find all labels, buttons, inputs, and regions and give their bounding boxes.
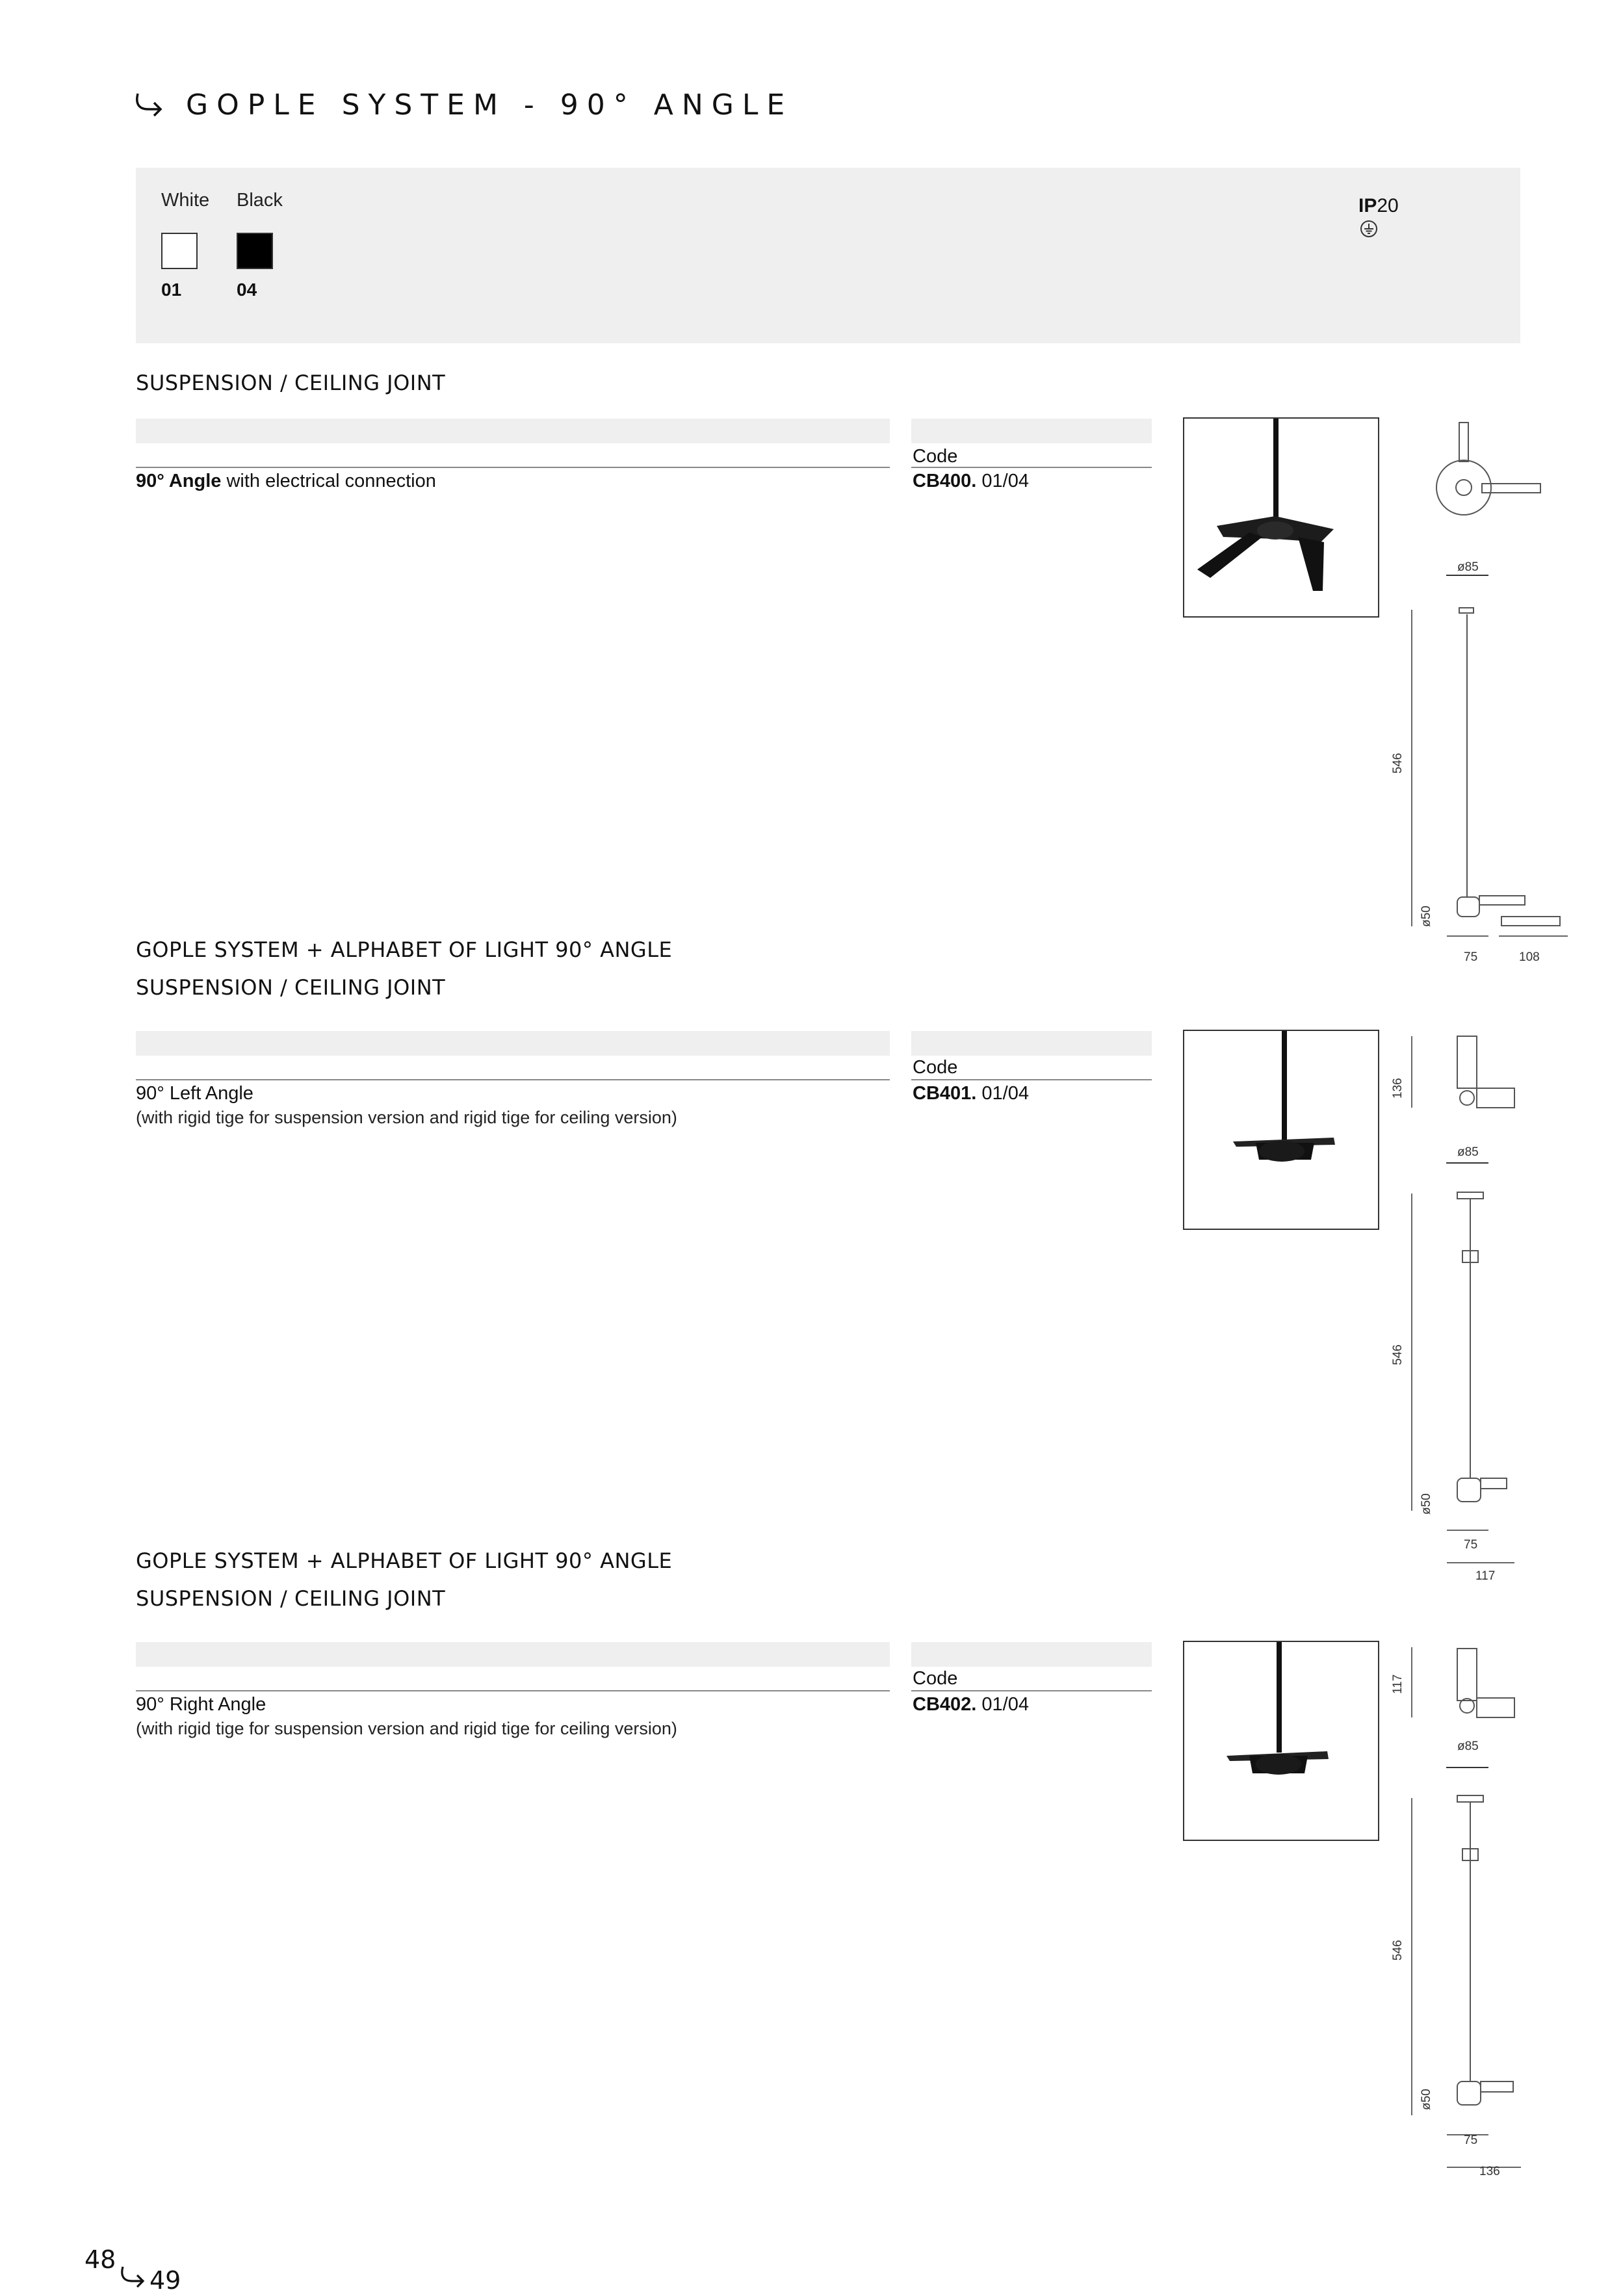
right-angle-photo-illustration	[1184, 1642, 1378, 1840]
swatch-label-white: White	[161, 190, 210, 211]
product-note: (with rigid tige for suspension version and rigid tige for ceiling version)	[136, 1108, 677, 1127]
spec-bar	[136, 419, 890, 443]
page-number-right: 49	[149, 2266, 181, 2295]
dimension-label: ø85	[1457, 560, 1479, 574]
dimension-label: 75	[1464, 2133, 1478, 2147]
swatch-code-white: 01	[161, 280, 182, 300]
dimension-label: 117	[1391, 1674, 1405, 1694]
divider	[911, 1690, 1152, 1691]
code-label: Code	[913, 446, 958, 467]
product-code: CB400. 01/04	[913, 471, 1029, 491]
page-number-left: 48	[84, 2245, 116, 2274]
divider	[136, 1079, 890, 1080]
product-photo	[1183, 417, 1379, 618]
product-code: CB402. 01/04	[913, 1694, 1029, 1715]
product-code: CB401. 01/04	[913, 1083, 1029, 1104]
technical-drawing	[1397, 416, 1579, 962]
dimension-label: 546	[1391, 1344, 1405, 1365]
code-bar	[911, 1642, 1152, 1667]
dimension-label: ø85	[1457, 1145, 1479, 1159]
dimension-label: ø50	[1420, 1493, 1433, 1515]
spec-bar	[136, 1642, 890, 1667]
dimension-label: 75	[1464, 950, 1478, 964]
product-photo	[1183, 1641, 1379, 1841]
dimension-label: 108	[1519, 950, 1540, 964]
angle-joint-photo-illustration	[1184, 419, 1378, 616]
code-bar	[911, 1031, 1152, 1056]
section-heading: GOPLE SYSTEM + ALPHABET OF LIGHT 90° ANGLE	[136, 937, 673, 962]
section-heading: SUSPENSION / CEILING JOINT	[136, 371, 446, 395]
swatch-label-black: Black	[237, 190, 283, 211]
divider	[136, 467, 890, 468]
section-heading: SUSPENSION / CEILING JOINT	[136, 1586, 446, 1611]
dimension-label: 546	[1391, 1940, 1405, 1961]
swatch-white	[161, 233, 198, 269]
code-label: Code	[913, 1668, 958, 1689]
spec-bar	[136, 1031, 890, 1056]
dimension-label: ø85	[1457, 1740, 1479, 1753]
section-heading: SUSPENSION / CEILING JOINT	[136, 975, 446, 1000]
product-note: (with rigid tige for suspension version and rigid tige for ceiling version)	[136, 1719, 677, 1738]
finish-panel	[136, 168, 1520, 343]
return-arrow-icon	[118, 2265, 147, 2288]
swatch-code-black: 04	[237, 280, 257, 300]
product-description: 90° Angle with electrical connection	[136, 471, 436, 491]
dimension-label: 75	[1464, 1538, 1478, 1552]
dimension-label: ø50	[1420, 906, 1433, 927]
left-angle-photo-illustration	[1184, 1031, 1378, 1229]
return-arrow-icon	[133, 91, 165, 117]
page-title: GOPLE SYSTEM - 90° ANGLE	[186, 88, 794, 122]
dimension-label: 546	[1391, 753, 1405, 774]
dimension-label: ø50	[1420, 2089, 1433, 2110]
section-heading: GOPLE SYSTEM + ALPHABET OF LIGHT 90° ANGLE	[136, 1548, 673, 1573]
product-photo	[1183, 1030, 1379, 1230]
product-description: 90° Left Angle	[136, 1083, 253, 1104]
swatch-black	[237, 233, 273, 269]
code-bar	[911, 419, 1152, 443]
dimension-label: 117	[1475, 1569, 1496, 1583]
divider	[136, 1690, 890, 1691]
dimension-label: 136	[1391, 1078, 1405, 1099]
divider	[911, 1079, 1152, 1080]
dimension-label: 136	[1479, 2165, 1500, 2178]
divider	[911, 467, 1152, 468]
product-description: 90° Right Angle	[136, 1694, 266, 1715]
ground-symbol-icon	[1360, 220, 1378, 238]
code-label: Code	[913, 1057, 958, 1078]
ip-rating: IP20	[1358, 195, 1399, 216]
